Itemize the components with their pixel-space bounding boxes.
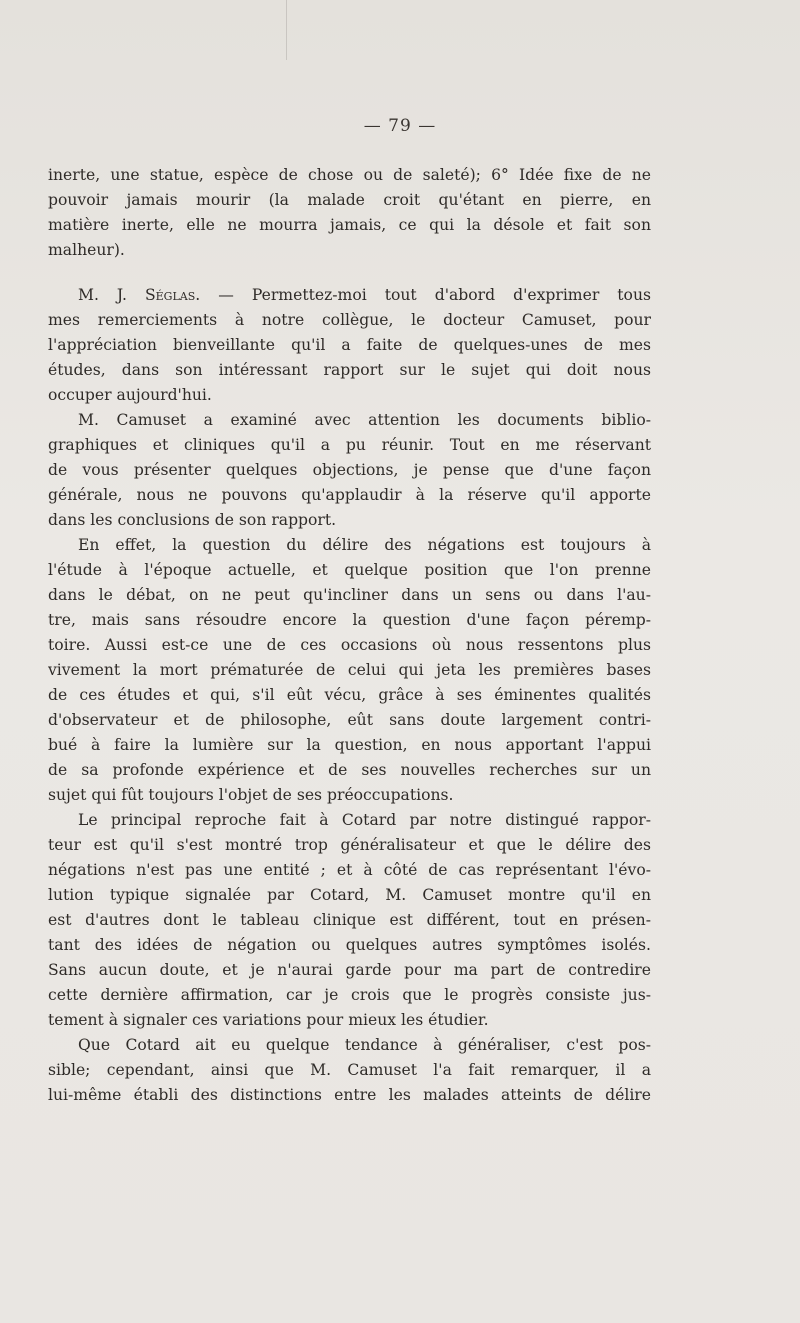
text-line: En effet, la question du délire des négations est toujours à — [78, 536, 651, 554]
text-line: cette dernière affirmation, car je crois que le progrès consiste jus- — [48, 986, 651, 1004]
text-line: occuper aujourd'hui. — [48, 386, 212, 404]
text-line: de ces études et qui, s'il eût vécu, grâce à ses éminentes qualités — [48, 686, 651, 704]
text-line: études, dans son intéressant rapport sur le sujet qui doit nous — [48, 361, 651, 379]
paragraph-continuation — [48, 163, 651, 263]
text-line: tement à signaler ces variations pour mieux les étudier. — [48, 1011, 489, 1029]
text-line: sible; cependant, ainsi que M. Camuset l'a fait remarquer, il a — [48, 1061, 651, 1079]
paragraph-seglas-intro — [48, 283, 651, 408]
text-line: Le principal reproche fait à Cotard par notre distingué rappor- — [78, 811, 651, 829]
paragraph — [48, 533, 651, 808]
speaker-name: Séglas — [144, 286, 196, 304]
text-line: sujet qui fût toujours l'objet de ses préoccupations. — [48, 786, 454, 804]
text-line: lution typique signalée par Cotard, M. Camuset montre qu'il en — [48, 886, 651, 904]
text-line: négations n'est pas une entité ; et à côté de cas représentant l'évo- — [48, 861, 651, 879]
text-line: d'observateur et de philosophe, eût sans doute largement contri- — [48, 711, 651, 729]
paragraph-spacer — [48, 263, 651, 283]
text-line: matière inerte, elle ne mourra jamais, ce qui la désole et fait son — [48, 216, 651, 234]
text-line: est d'autres dont le tableau clinique est différent, tout en présen- — [48, 911, 651, 929]
text-line: de vous présenter quelques objections, je pense que d'une façon — [48, 461, 651, 479]
text-line: l'appréciation bienveillante qu'il a faite de quelques-unes de mes — [48, 336, 651, 354]
text-line: l'étude à l'époque actuelle, et quelque position que l'on prenne — [48, 561, 651, 579]
text-line-speaker — [48, 283, 651, 308]
text-line: teur est qu'il s'est montré trop généralisateur et que le délire des — [48, 836, 651, 854]
text-line: inerte, une statue, espèce de chose ou de saleté); 6° Idée fixe de ne — [48, 166, 651, 184]
body-text — [48, 163, 651, 1108]
text-line: Sans aucun doute, et je n'aurai garde pour ma part de contredire — [48, 961, 651, 979]
text-line: pouvoir jamais mourir (la malade croit qu'étant en pierre, en — [48, 191, 651, 209]
text-line: tre, mais sans résoudre encore la question d'une façon péremp- — [48, 611, 651, 629]
text-line: toire. Aussi est-ce une de ces occasions où nous ressentons plus — [48, 636, 651, 654]
speaker-prefix: M. J. — [78, 286, 145, 304]
paragraph — [48, 808, 651, 1033]
text-line: vivement la mort prématurée de celui qui jeta les premières bases — [48, 661, 651, 679]
page-number: — 79 — — [363, 116, 437, 136]
paragraph — [48, 1033, 651, 1108]
text-line: dans les conclusions de son rapport. — [48, 511, 337, 529]
speaker-line-rest: . — Permettez-moi tout d'abord d'exprimer tous — [195, 286, 651, 304]
text-line: Que Cotard ait eu quelque tendance à généraliser, c'est pos- — [78, 1036, 651, 1054]
text-line: bué à faire la lumière sur la question, en nous apportant l'appui — [48, 736, 651, 754]
text-line: mes remerciements à notre collègue, le docteur Camuset, pour — [48, 311, 651, 329]
text-line: tant des idées de négation ou quelques autres symptômes isolés. — [48, 936, 651, 954]
paragraph — [48, 408, 651, 533]
text-line: graphiques et cliniques qu'il a pu réunir. Tout en me réservant — [48, 436, 651, 454]
text-line: dans le débat, on ne peut qu'incliner dans un sens ou dans l'au- — [48, 586, 651, 604]
text-line: lui-même établi des distinctions entre les malades atteints de délire — [48, 1086, 651, 1104]
text-line: malheur). — [48, 241, 125, 259]
page-fold-mark — [286, 0, 287, 60]
text-line: générale, nous ne pouvons qu'applaudir à la réserve qu'il apporte — [48, 486, 651, 504]
text-line: M. Camuset a examiné avec attention les documents biblio- — [78, 411, 651, 429]
text-line: de sa profonde expérience et de ses nouvelles recherches sur un — [48, 761, 651, 779]
